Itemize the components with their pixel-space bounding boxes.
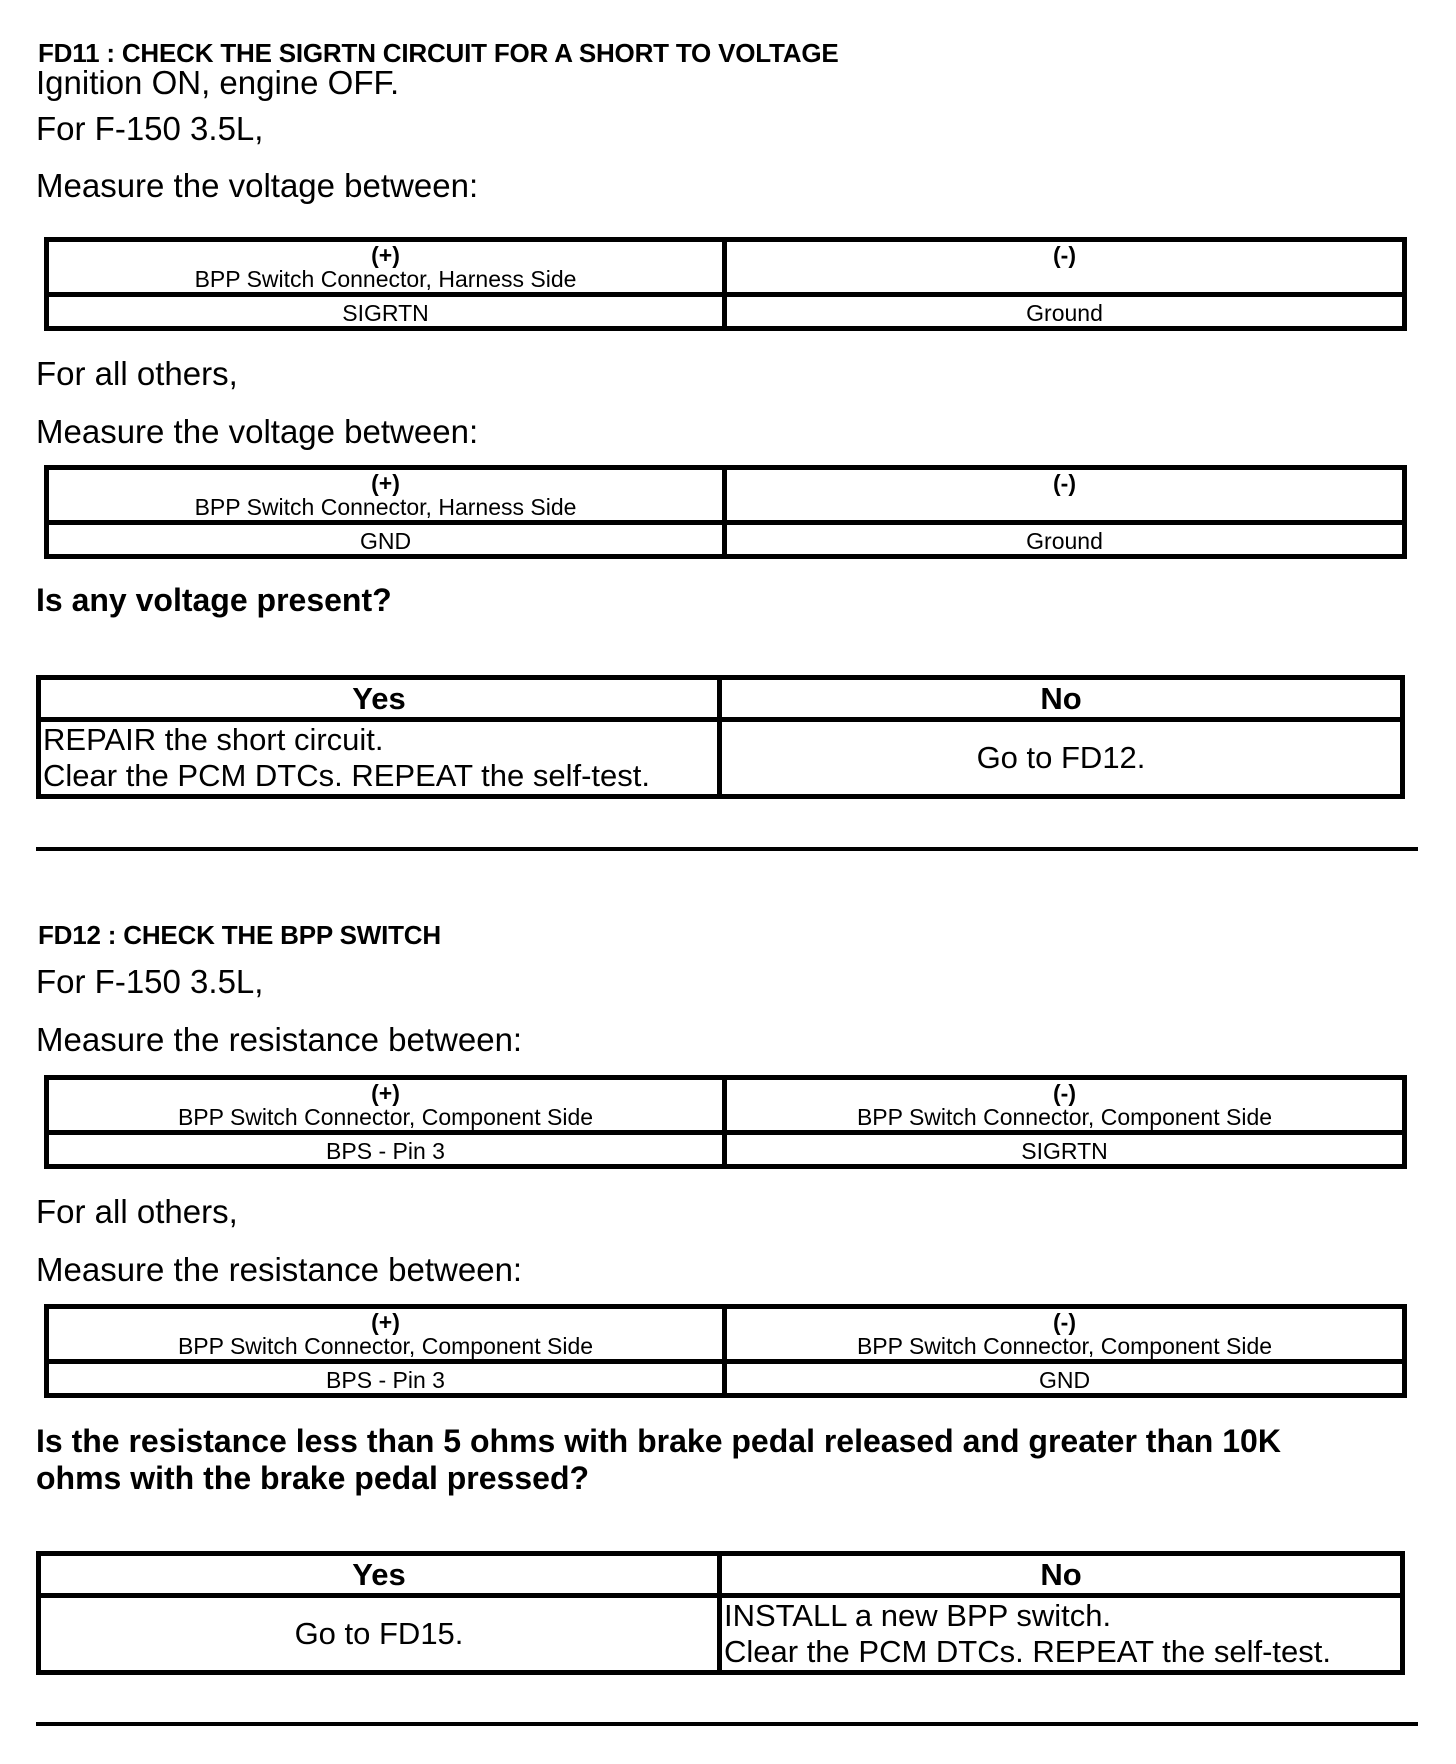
minus-probe-value: SIGRTN <box>1021 1138 1108 1164</box>
yes-action-line: Clear the PCM DTCs. REPEAT the self-test. <box>43 758 650 793</box>
minus-probe-header <box>727 470 1402 520</box>
result-header-row <box>41 680 1400 722</box>
table-row <box>49 297 1402 326</box>
minus-probe-header <box>727 1309 1402 1359</box>
fd12-variant-b-instruction: Measure the resistance between: <box>36 1251 523 1288</box>
fd12-measurement-table-b <box>44 1304 1407 1398</box>
minus-sign: (-) <box>1053 242 1076 268</box>
table-header-row <box>49 242 1402 297</box>
fd12-question-line-1: Is the resistance less than 5 ohms with brake pedal released and greater than 10K <box>36 1423 1281 1459</box>
fd11-variant-b-instruction: Measure the voltage between: <box>36 413 479 450</box>
fd12-question-line-2: ohms with the brake pedal pressed? <box>36 1460 590 1496</box>
minus-probe-value: Ground <box>1026 300 1103 326</box>
yes-action-line: Go to FD15. <box>294 1616 464 1651</box>
fd11-question: Is any voltage present? <box>36 582 392 618</box>
plus-probe-value: BPS - Pin 3 <box>49 1135 727 1164</box>
fd12-variant-b-label: For all others, <box>36 1193 238 1230</box>
yes-header: Yes <box>41 1556 722 1593</box>
no-action-line: Clear the PCM DTCs. REPEAT the self-test. <box>724 1634 1331 1669</box>
minus-probe-description: BPP Switch Connector, Component Side <box>856 1333 1273 1359</box>
plus-sign: (+) <box>371 470 400 496</box>
plus-sign: (+) <box>371 242 400 268</box>
section-divider <box>36 1722 1418 1726</box>
table-header-row <box>49 470 1402 525</box>
table-row <box>49 525 1402 554</box>
plus-probe-header <box>49 470 727 520</box>
yes-action <box>41 722 722 794</box>
plus-probe-header <box>49 242 727 292</box>
result-header-row <box>41 1556 1400 1598</box>
no-action-line: INSTALL a new BPP switch. <box>724 1598 1112 1633</box>
fd11-variant-a-label: For F-150 3.5L, <box>36 110 264 147</box>
minus-sign: (-) <box>1053 1309 1076 1335</box>
plus-probe-value: GND <box>49 525 727 554</box>
no-action <box>722 1598 1400 1670</box>
plus-sign: (+) <box>371 1080 400 1106</box>
fd11-measurement-table-a <box>44 237 1407 331</box>
minus-sign: (-) <box>1053 1080 1076 1106</box>
minus-sign: (-) <box>1053 470 1076 496</box>
plus-probe-header <box>49 1309 727 1359</box>
fd11-variant-a-instruction: Measure the voltage between: <box>36 167 479 204</box>
fd12-variant-a-label: For F-150 3.5L, <box>36 963 264 1000</box>
plus-probe-value: SIGRTN <box>49 297 727 326</box>
fd11-step-title: FD11 : CHECK THE SIGRTN CIRCUIT FOR A SHORT TO VOLTAGE <box>38 38 839 68</box>
plus-probe-value: BPS - Pin 3 <box>49 1364 727 1393</box>
fd12-variant-a-instruction: Measure the resistance between: <box>36 1021 523 1058</box>
yes-header: Yes <box>41 680 722 717</box>
no-header: No <box>1040 1557 1082 1592</box>
table-header-row <box>49 1080 1402 1135</box>
plus-probe-description: BPP Switch Connector, Harness Side <box>194 494 577 520</box>
table-row <box>49 1135 1402 1164</box>
section-divider <box>36 847 1418 851</box>
table-row <box>49 1364 1402 1393</box>
plus-probe-description: BPP Switch Connector, Component Side <box>177 1333 594 1359</box>
minus-probe-value: GND <box>1038 1367 1091 1393</box>
fd12-measurement-table-a <box>44 1075 1407 1169</box>
plus-probe-header <box>49 1080 727 1130</box>
no-header: No <box>1040 681 1082 716</box>
plus-sign: (+) <box>371 1309 400 1335</box>
result-body-row <box>41 722 1400 794</box>
result-body-row <box>41 1598 1400 1670</box>
fd11-result-table <box>36 675 1405 799</box>
yes-action <box>41 1598 722 1670</box>
minus-probe-header <box>727 242 1402 292</box>
fd11-condition: Ignition ON, engine OFF. <box>36 64 400 101</box>
fd11-variant-b-label: For all others, <box>36 355 238 392</box>
no-action-line: Go to FD12. <box>976 740 1146 775</box>
plus-probe-description: BPP Switch Connector, Harness Side <box>194 266 577 292</box>
plus-probe-description: BPP Switch Connector, Component Side <box>177 1104 594 1130</box>
fd11-measurement-table-b <box>44 465 1407 559</box>
minus-probe-header <box>727 1080 1402 1130</box>
minus-probe-description: BPP Switch Connector, Component Side <box>856 1104 1273 1130</box>
minus-probe-value: Ground <box>1026 528 1103 554</box>
no-action <box>722 722 1400 794</box>
yes-action-line: REPAIR the short circuit. <box>43 722 384 757</box>
fd12-step-title: FD12 : CHECK THE BPP SWITCH <box>38 920 441 950</box>
table-header-row <box>49 1309 1402 1364</box>
fd12-result-table <box>36 1551 1405 1675</box>
